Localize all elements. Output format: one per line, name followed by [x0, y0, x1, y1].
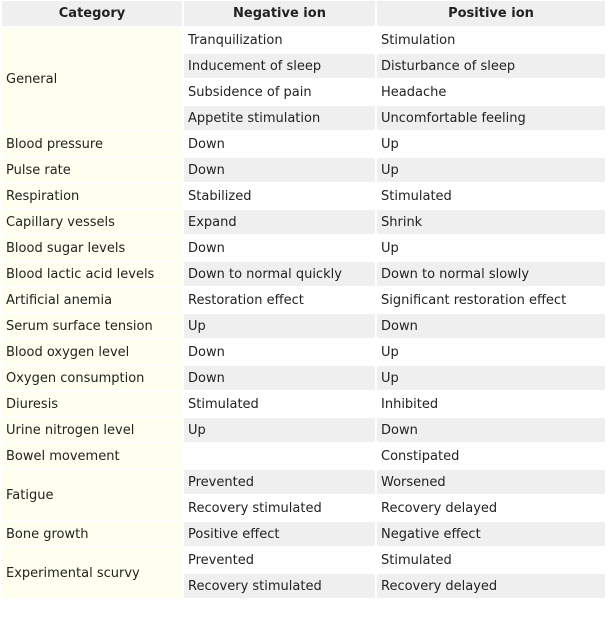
category-cell: General	[2, 28, 184, 132]
category-cell: Capillary vessels	[2, 210, 184, 236]
negative-ion-cell: Down	[184, 236, 377, 262]
positive-ion-cell: Recovery delayed	[377, 496, 607, 522]
table-row	[2, 444, 607, 470]
positive-ion-cell: Worsened	[377, 470, 607, 496]
negative-ion-cell: Subsidence of pain	[184, 80, 377, 106]
header-category: Category	[2, 1, 184, 28]
positive-ion-cell: Up	[377, 132, 607, 158]
positive-ion-cell: Down to normal slowly	[377, 262, 607, 288]
table-row	[2, 288, 607, 314]
table-row	[2, 548, 607, 574]
positive-ion-cell: Up	[377, 340, 607, 366]
positive-ion-cell: Inhibited	[377, 392, 607, 418]
positive-ion-cell: Down	[377, 314, 607, 340]
category-cell: Bowel movement	[2, 444, 184, 470]
category-cell: Respiration	[2, 184, 184, 210]
category-cell: Diuresis	[2, 392, 184, 418]
table-row	[2, 262, 607, 288]
negative-ion-cell: Recovery stimulated	[184, 574, 377, 600]
header-positive-ion: Positive ion	[377, 1, 607, 28]
negative-ion-cell: Up	[184, 418, 377, 444]
positive-ion-cell: Disturbance of sleep	[377, 54, 607, 80]
positive-ion-cell: Headache	[377, 80, 607, 106]
table-row	[2, 418, 607, 444]
negative-ion-cell: Stabilized	[184, 184, 377, 210]
category-cell: Experimental scurvy	[2, 548, 184, 600]
positive-ion-cell: Stimulated	[377, 184, 607, 210]
negative-ion-cell: Tranquilization	[184, 28, 377, 54]
negative-ion-cell: Down	[184, 158, 377, 184]
negative-ion-cell: Prevented	[184, 470, 377, 496]
negative-ion-cell: Restoration effect	[184, 288, 377, 314]
negative-ion-cell: Prevented	[184, 548, 377, 574]
negative-ion-cell: Down	[184, 340, 377, 366]
category-cell: Serum surface tension	[2, 314, 184, 340]
table-body	[2, 28, 607, 600]
category-cell: Fatigue	[2, 470, 184, 522]
table-row	[2, 28, 607, 54]
category-cell: Blood lactic acid levels	[2, 262, 184, 288]
negative-ion-cell: Down	[184, 132, 377, 158]
positive-ion-cell: Constipated	[377, 444, 607, 470]
negative-ion-cell: Expand	[184, 210, 377, 236]
positive-ion-cell: Down	[377, 418, 607, 444]
negative-ion-cell: Positive effect	[184, 522, 377, 548]
positive-ion-cell: Up	[377, 158, 607, 184]
table-row	[2, 132, 607, 158]
positive-ion-cell: Negative effect	[377, 522, 607, 548]
positive-ion-cell: Recovery delayed	[377, 574, 607, 600]
table-row	[2, 392, 607, 418]
positive-ion-cell: Uncomfortable feeling	[377, 106, 607, 132]
category-cell: Urine nitrogen level	[2, 418, 184, 444]
category-cell: Blood oxygen level	[2, 340, 184, 366]
negative-ion-cell: Stimulated	[184, 392, 377, 418]
category-cell: Pulse rate	[2, 158, 184, 184]
table-row	[2, 158, 607, 184]
header-negative-ion: Negative ion	[184, 1, 377, 28]
category-cell: Bone growth	[2, 522, 184, 548]
table-row	[2, 210, 607, 236]
header-row	[2, 1, 607, 28]
category-cell: Blood sugar levels	[2, 236, 184, 262]
ion-effects-table	[2, 1, 607, 600]
negative-ion-cell: Recovery stimulated	[184, 496, 377, 522]
table-row	[2, 366, 607, 392]
category-cell: Blood pressure	[2, 132, 184, 158]
positive-ion-cell: Stimulation	[377, 28, 607, 54]
table-row	[2, 184, 607, 210]
negative-ion-cell: Up	[184, 314, 377, 340]
negative-ion-cell: Down to normal quickly	[184, 262, 377, 288]
table-row	[2, 314, 607, 340]
positive-ion-cell: Up	[377, 236, 607, 262]
category-cell: Artificial anemia	[2, 288, 184, 314]
negative-ion-cell: Appetite stimulation	[184, 106, 377, 132]
positive-ion-cell: Shrink	[377, 210, 607, 236]
table-row	[2, 236, 607, 262]
table-row	[2, 470, 607, 496]
negative-ion-cell: Inducement of sleep	[184, 54, 377, 80]
positive-ion-cell: Significant restoration effect	[377, 288, 607, 314]
positive-ion-cell: Up	[377, 366, 607, 392]
negative-ion-cell	[184, 444, 377, 470]
negative-ion-cell: Down	[184, 366, 377, 392]
table-row	[2, 522, 607, 548]
table-row	[2, 340, 607, 366]
positive-ion-cell: Stimulated	[377, 548, 607, 574]
category-cell: Oxygen consumption	[2, 366, 184, 392]
